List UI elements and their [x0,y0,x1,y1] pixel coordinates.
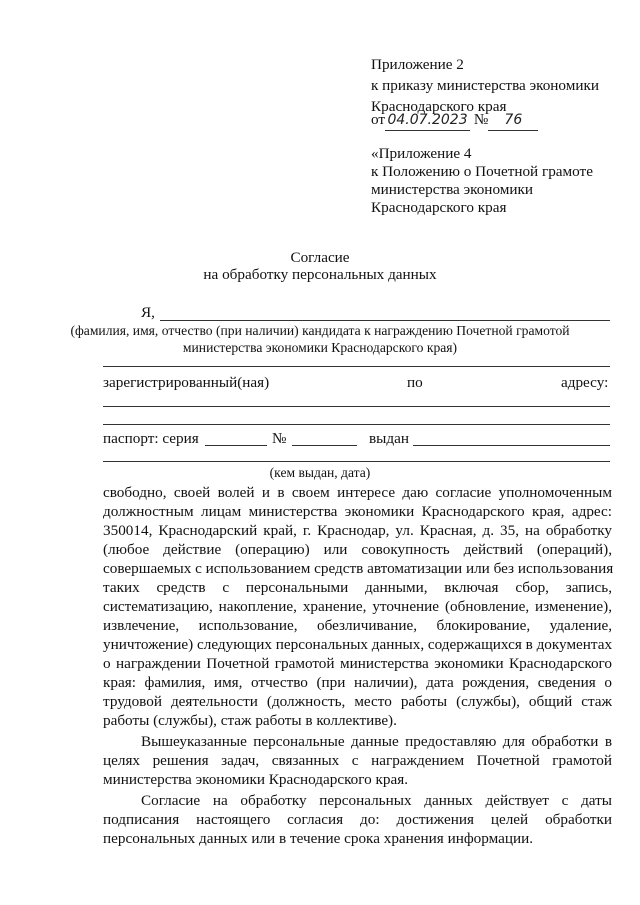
passport-series-label: паспорт: серия [103,430,199,447]
p2-line: министерства экономики Краснодарского края. [103,771,409,788]
fio-field-line-2[interactable] [103,366,610,367]
order-date-line [371,111,538,131]
issued-label: выдан [369,430,409,447]
address-label: адресу: [561,374,609,391]
header2-line2: к Положению о Почетной грамоте [371,163,593,180]
header2-line4: Краснодарского края [371,199,507,216]
p1-line: совершаемых с использованием средств автоматизации или без использования [103,560,614,577]
p1-line: работы (службы), стаж работы в коллективе). [103,712,397,729]
p1-line: о награждении Почетной грамотой министерства экономики Краснодарского [103,655,612,672]
p1-line: систематизацию, накопление, хранение, уточнение (обновление, изменение), [103,598,612,615]
p3-line: подписания настоящего согласия до: достижения целей обработки [103,811,612,828]
p3-line: Согласие на обработку персональных данных действует с даты [141,792,612,809]
date-field [385,111,470,131]
passport-series-field[interactable] [205,445,267,446]
header-region: Краснодарского края [371,98,507,115]
title-line1: Согласие [290,249,350,266]
header2-line3: министерства экономики [371,181,533,198]
p2-line: целях решения задач, связанных с награждением Почетной грамотой [103,752,612,769]
passport-number-sign: № [272,430,287,447]
p1-line: извлечение, использование, обезличивание, блокирование, удаление, [103,617,612,634]
fio-caption-2: министерства экономики Краснодарского края) [182,340,458,355]
address-field-line-1[interactable] [103,406,610,407]
passport-number-field[interactable] [292,445,357,446]
p1-line: должностным лицам министерства экономики Краснодарского края, адрес: [103,503,612,520]
date-prefix: от [371,111,386,128]
number-prefix: № [473,111,489,128]
issued-field-line-2[interactable] [103,461,610,462]
i-label: Я, [141,304,155,321]
handwritten-date: 04.07.2023 [387,112,468,128]
fio-caption-1: (фамилия, имя, отчество (при наличии) кандидата к награждению Почетной грамотой [70,323,570,338]
issued-caption: (кем выдан, дата) [269,465,371,480]
po-label: по [407,374,423,391]
address-field-line-2[interactable] [103,424,610,425]
title-line2: на обработку персональных данных [203,266,437,283]
p1-line: края: фамилия, имя, отчество (при наличии), дата рождения, сведения о [103,674,612,691]
p1-line: свободно, своей волей и в своем интересе даю согласие уполномоченным [103,484,612,501]
handwritten-number: 76 [504,112,523,128]
p2-line: Вышеуказанные персональные данные предоставляю для обработки в [141,733,612,750]
p1-line: таких средств с персональными данными, включая сбор, запись, [103,579,612,596]
p1-line: 350014, Краснодарский край, г. Краснодар, ул. Красная, д. 35, на обработку [103,522,612,539]
fio-field-line[interactable] [160,320,610,321]
registered-label: зарегистрированный(ная) [103,374,270,391]
p3-line: персональных данных или в течение срока хранения информации. [103,830,534,847]
p1-line: (любое действие (операцию) или совокупность действий (операций), [103,541,612,558]
header-appendix: Приложение 2 [371,56,464,73]
p1-line: уничтожение) следующих персональных данных, содержащихся в документах [103,636,613,653]
header-to-order: к приказу министерства экономики [371,77,599,94]
header2-appendix: «Приложение 4 [371,145,472,162]
issued-field[interactable] [413,445,610,446]
number-field [488,111,538,131]
p1-line: трудовой деятельности (должность, место работы (службы), общий стаж [103,693,612,710]
